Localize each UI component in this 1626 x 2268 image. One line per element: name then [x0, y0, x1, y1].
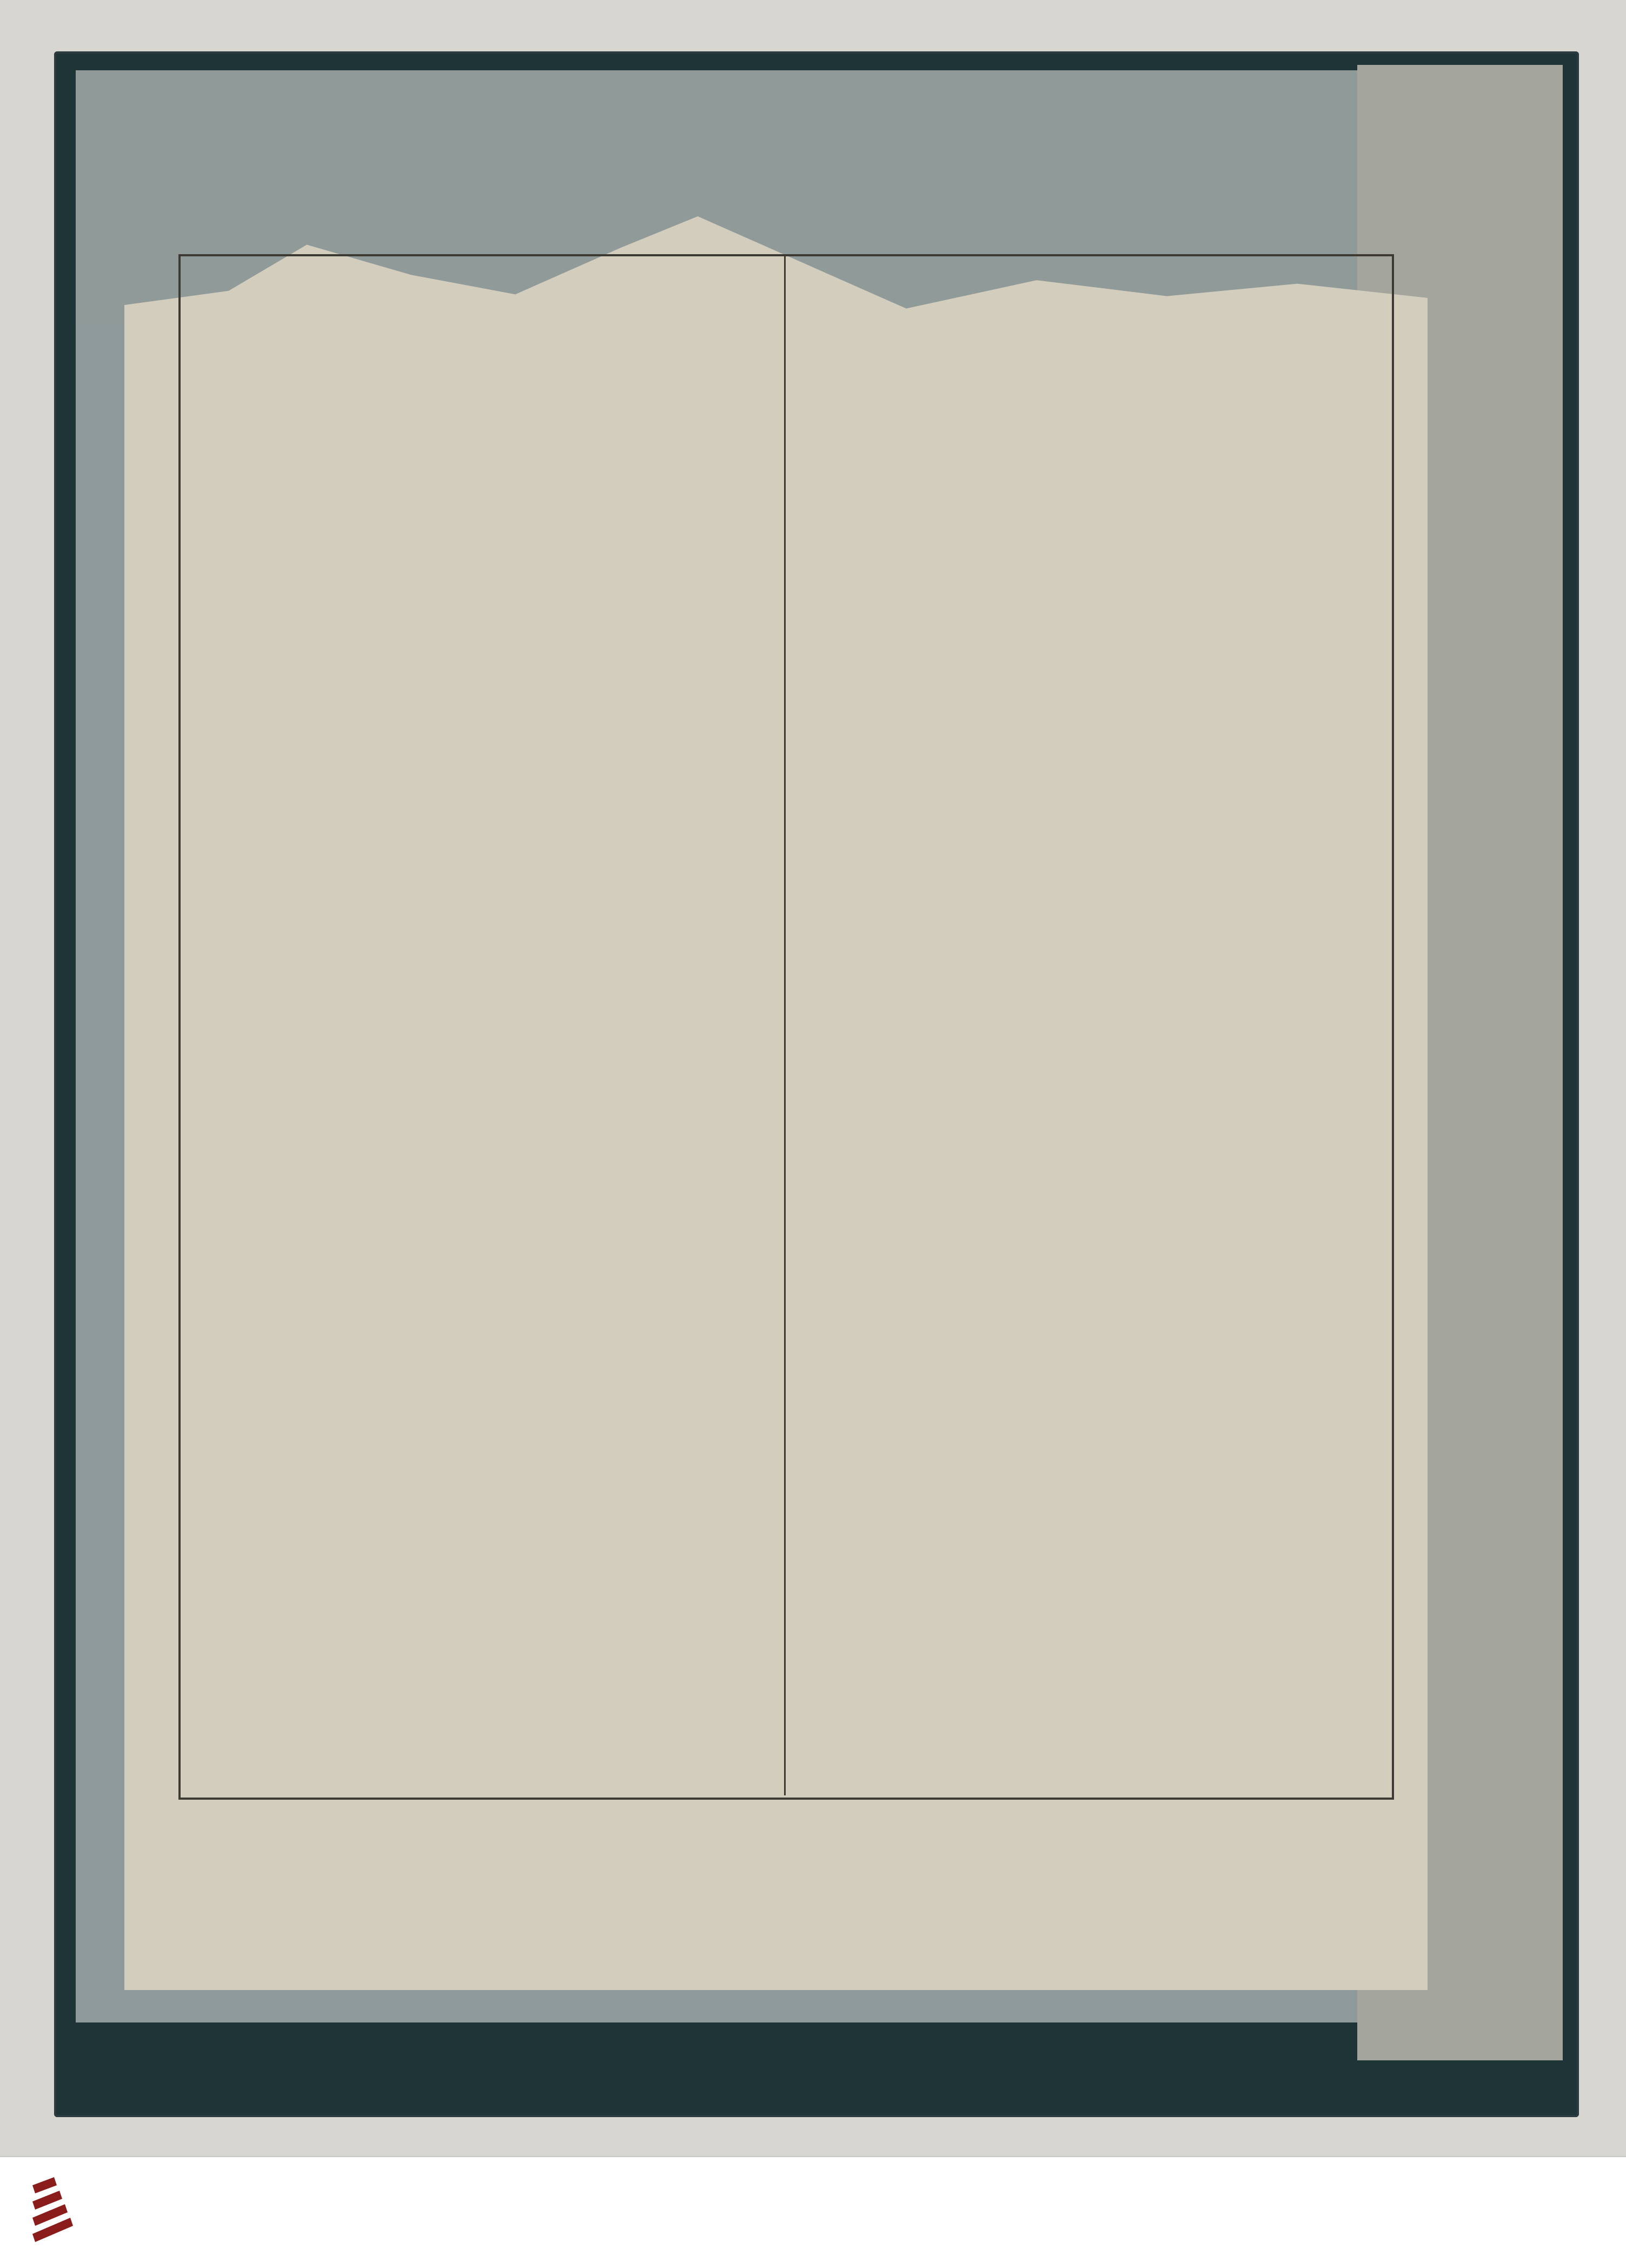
footer-bar: [0, 2156, 1626, 2268]
left-column: [184, 254, 776, 269]
library-logo-icon: [27, 2174, 84, 2245]
column-separator: [784, 254, 786, 1795]
text-frame: [178, 254, 1394, 1800]
